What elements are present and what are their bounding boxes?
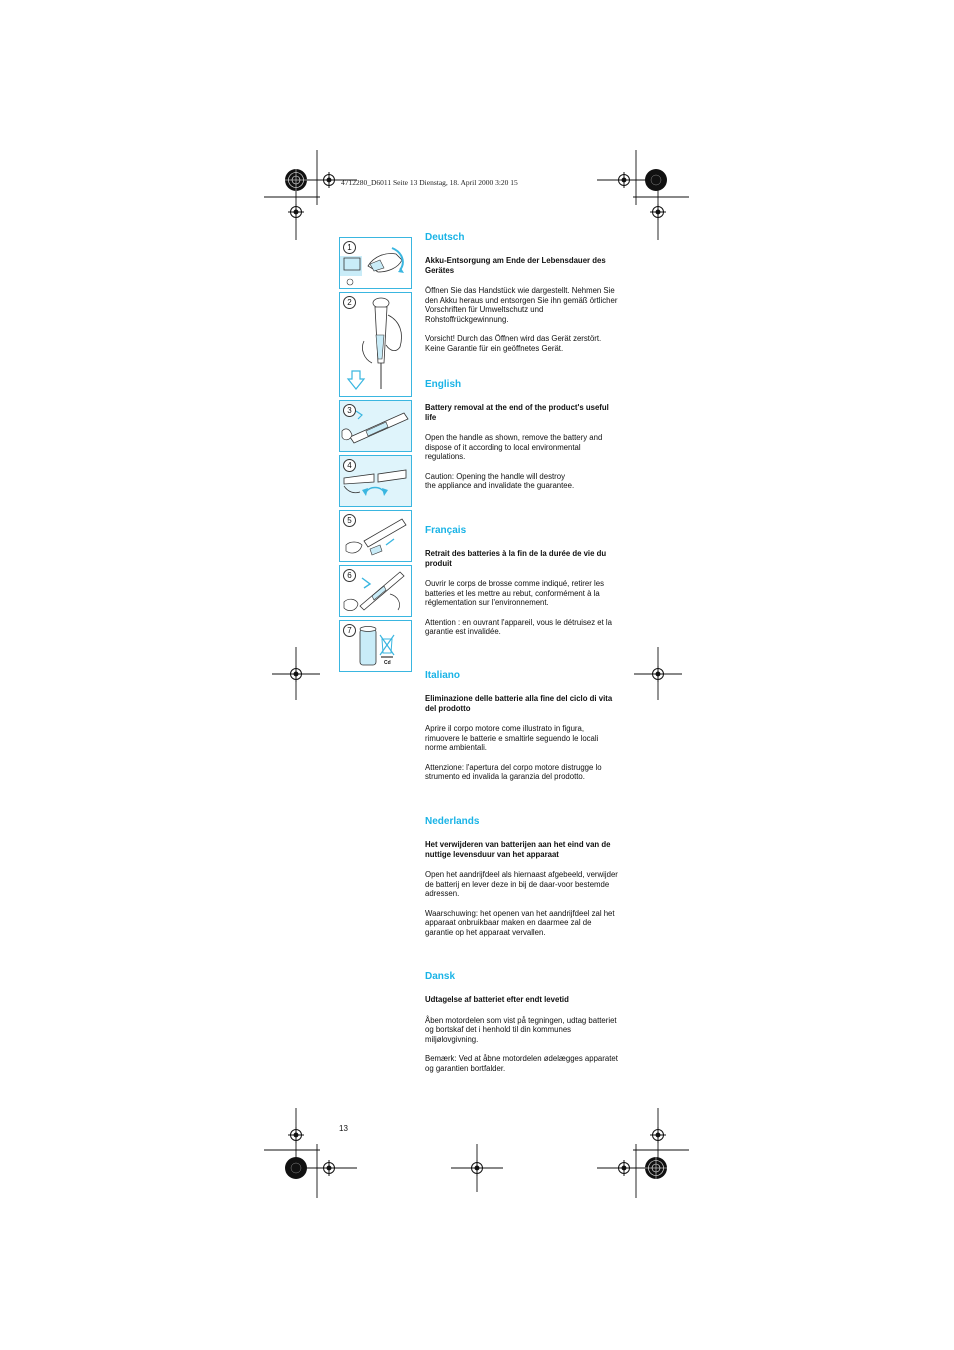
section-subtitle: Battery removal at the end of the product's useful life [425, 403, 609, 422]
print-header: 4712280_D6011 Seite 13 Dienstag, 18. April 2000 3:20 15 [341, 178, 518, 187]
section-paragraph: Aprire il corpo motore come illustrato in figura, rimuovere le batterie e smaltirle seguendo le locali norme ambientali. [425, 724, 599, 753]
section-deutsch [425, 232, 620, 364]
figure-4 [339, 455, 412, 507]
figure-number: 7 [343, 624, 356, 637]
section-paragraph: Bemærk: Ved at åbne motordelen ødelægges apparatet og garantien bortfalder. [425, 1054, 618, 1073]
figure-number: 2 [343, 296, 356, 309]
section-paragraph: Open het aandrijfdeel als hiernaast afgebeeld, verwijder de batterij en lever deze in bij de daar-voor bestemde adressen. [425, 870, 618, 899]
section-nederlands [425, 816, 620, 948]
figure-3 [339, 400, 412, 452]
section-francais [425, 525, 620, 647]
section-title: Deutsch [425, 232, 465, 243]
section-subtitle: Udtagelse af batteriet efter endt levetid [425, 995, 569, 1004]
section-paragraph: Åben motordelen som vist på tegningen, udtag batteriet og bortskaf det i henhold til din kommunes miljølovgivning. [425, 1015, 617, 1044]
section-subtitle: Het verwijderen van batterijen aan het eind van de nuttige levensduur van het apparaat [425, 840, 611, 859]
figure-1 [339, 237, 412, 289]
figure-number: 6 [343, 569, 356, 582]
section-subtitle: Eliminazione delle batterie alla fine del ciclo di vita del prodotto [425, 694, 613, 713]
figure-7-label: Cd [384, 660, 391, 666]
section-italiano [425, 670, 620, 792]
figure-5 [339, 510, 412, 562]
section-paragraph: Vorsicht! Durch das Öffnen wird das Gerät zerstört. Keine Garantie für ein geöffnetes Gerät. [425, 334, 602, 353]
section-subtitle: Retrait des batteries à la fin de la durée de vie du produit [425, 549, 607, 568]
section-title: Italiano [425, 670, 461, 681]
figure-6 [339, 565, 412, 617]
section-dansk [425, 971, 620, 1083]
section-title: Nederlands [425, 816, 480, 827]
section-title: Dansk [425, 971, 456, 982]
section-paragraph: Caution: Opening the handle will destroy the appliance and invalidate the guarantee. [425, 471, 575, 491]
section-title: Français [425, 525, 467, 536]
figure-7 [339, 620, 412, 672]
section-paragraph: Open the handle as shown, remove the battery and dispose of it according to local environmental regulations. [425, 433, 603, 462]
section-paragraph: Öffnen Sie das Handstück wie dargestellt. Nehmen Sie den Akku heraus und entsorgen Sie ihn gemäß örtlicher Vorschriften für Umweltschutz und Rohstoffrückgewinnung. [425, 286, 618, 324]
section-paragraph: Attenzione: l'apertura del corpo motore distrugge lo strumento ed invalida la garanzia del prodotto. [425, 762, 602, 782]
section-paragraph: Attention : en ouvrant l'appareil, vous le détruisez et la garantie est invalidée. [425, 617, 612, 637]
figure-2 [339, 292, 412, 397]
section-subtitle: Akku-Entsorgung am Ende der Lebensdauer des Gerätes [425, 256, 606, 275]
figure-number: 4 [343, 459, 356, 472]
figure-number: 1 [343, 241, 356, 254]
section-paragraph: Ouvrir le corps de brosse comme indiqué, retirer les batteries et les mettre au rebut, conformément à la réglementation sur l'environnement. [425, 579, 604, 608]
page-number: 13 [339, 1124, 348, 1133]
section-paragraph: Waarschuwing: het openen van het aandrijfdeel zal het apparaat onbruikbaar maken en daarmee zal de garantie op het apparaat vervallen. [425, 908, 615, 937]
section-title: English [425, 379, 462, 390]
figure-number: 3 [343, 404, 356, 417]
section-english [425, 379, 620, 501]
figure-number: 5 [343, 514, 356, 527]
recycle-bin-crossed-icon [380, 635, 394, 657]
